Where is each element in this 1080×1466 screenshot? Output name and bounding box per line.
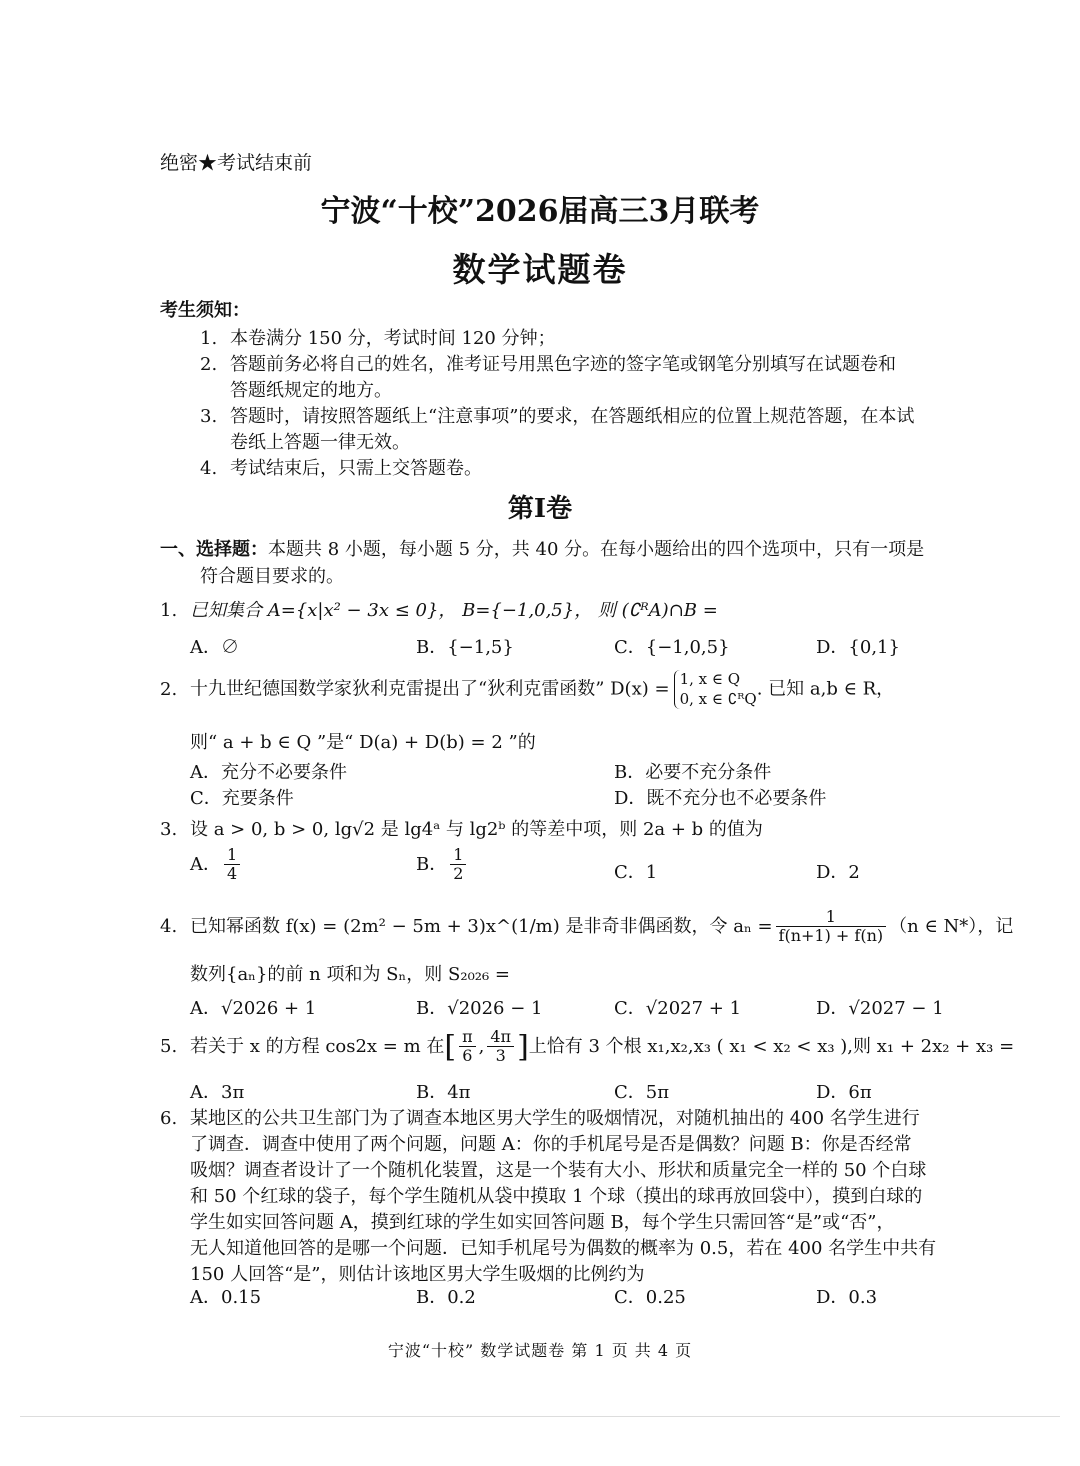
notice-heading: 考生须知： — [160, 300, 250, 321]
option-b: B． $\frac{1}{2}$ — [416, 846, 469, 884]
question-3: 3. 设 a > 0, b > 0, lg√2 是 lg4ᵃ 与 lg2ᵇ 的等差中项，则 2a + b 的值为 — [160, 819, 763, 840]
notice-item-cont: 答题纸规定的地方。 — [230, 380, 392, 401]
option-a: A．充分不必要条件 — [190, 762, 347, 783]
option-c: C．充要条件 — [190, 788, 294, 809]
option-d: D．√2027 − 1 — [816, 998, 944, 1019]
question-6-line: 吸烟？调查者设计了一个随机化装置，这是一个装有大小、形状和质量完全一样的 50 个白球 — [190, 1160, 927, 1181]
option-d: D．0.3 — [816, 1287, 878, 1308]
option-c: C．{−1,0,5} — [614, 637, 730, 658]
notice-item: 1. 本卷满分 150 分，考试时间 120 分钟； — [200, 328, 556, 349]
option-a: A．∅ — [190, 637, 239, 658]
option-a: A．3π — [190, 1082, 245, 1103]
option-c: C．0.25 — [614, 1287, 686, 1308]
option-c: C．5π — [614, 1082, 670, 1103]
option-d: D．2 — [816, 862, 860, 883]
question-4-cont: 数列{aₙ}的前 n 项和为 Sₙ，则 S₂₀₂₆ = — [190, 964, 511, 985]
option-b: B．4π — [416, 1082, 471, 1103]
option-b: B．{−1,5} — [416, 637, 514, 658]
notice-item: 3. 答题时，请按照答题纸上“注意事项”的要求，在答题纸相应的位置上规范答题，在本试 — [200, 406, 915, 427]
exam-subtitle: 数学试题卷 — [452, 250, 628, 289]
page-footer: 宁波“十校” 数学试题卷 第 1 页 共 4 页 — [387, 1341, 693, 1360]
piecewise-brace: 1, x ∈ Q 0, x ∈ ∁ᴿQ — [674, 670, 757, 709]
divider — [20, 1416, 1060, 1417]
question-5: 5. 若关于 x 的方程 cos2x = m 在[ $\frac{\pi}{6}$ , $\frac{4\pi}{3}$ ]上恰有 3 个根 x₁,x₂,x₃ ( x₁ < x₂ < x₃ ),则 x₁ + 2x₂ + x₃ = — [160, 1027, 1015, 1066]
question-2: 2. 十九世纪德国数学家狄利克雷提出了“狄利克雷函数” D(x) = 1, x ∈ Q 0, x ∈ ∁ᴿQ . 已知 a,b ∈ R， — [160, 670, 895, 708]
question-6-line: 学生如实回答问题 A，摸到红球的学生如实回答问题 B，每个学生只需回答“是”或“否”， — [190, 1212, 895, 1233]
question-6-line: 无人知道他回答的是哪一个问题．已知手机尾号为偶数的概率为 0.5，若在 400 名学生中共有 — [190, 1238, 937, 1259]
confidential-label: 绝密★考试结束前 — [160, 152, 313, 174]
option-b: B．√2026 − 1 — [416, 998, 543, 1019]
option-b: B．必要不充分条件 — [614, 762, 772, 783]
option-d: D．6π — [816, 1082, 872, 1103]
question-6-line: 和 50 个红球的袋子，每个学生随机从袋中摸取 1 个球（摸出的球再放回袋中），摸到白球的 — [190, 1186, 923, 1207]
notice-item-cont: 卷纸上答题一律无效。 — [230, 432, 410, 453]
section-heading: 一、选择题：本题共 8 小题，每小题 5 分，共 40 分。在每小题给出的四个选项中，只有一项是 — [160, 539, 925, 560]
question-1: 1. 已知集合 A={x|x² − 3x ≤ 0}， B={−1,0,5}， 则 (∁ᴿA)∩B = — [160, 600, 718, 621]
option-a: A．√2026 + 1 — [190, 998, 317, 1019]
option-d: D．既不充分也不必要条件 — [614, 788, 827, 809]
option-c: C．1 — [614, 862, 658, 883]
question-6: 6. 某地区的公共卫生部门为了调查本地区男大学生的吸烟情况，对随机抽出的 400 名学生进行 — [160, 1108, 920, 1129]
volume-heading: 第Ⅰ卷 — [507, 494, 573, 524]
option-b: B．0.2 — [416, 1287, 476, 1308]
question-4: 4. 已知幂函数 f(x) = (2m² − 5m + 3)x^(1/m) 是非奇非偶函数，令 aₙ = $\frac{1}{f(n+1) + f(n)}$ （n ∈ N*），记 — [160, 907, 1014, 946]
option-a: A．0.15 — [190, 1287, 262, 1308]
section-heading-cont: 符合题目要求的。 — [200, 566, 344, 587]
notice-item: 2. 答题前务必将自己的姓名，准考证号用黑色字迹的签字笔或钢笔分别填写在试题卷和 — [200, 354, 896, 375]
question-2-cont: 则“ a + b ∈ Q ”是“ D(a) + D(b) = 2 ”的 — [190, 732, 536, 753]
option-c: C．√2027 + 1 — [614, 998, 742, 1019]
question-6-line: 150 人回答“是”，则估计该地区男大学生吸烟的比例约为 — [190, 1264, 645, 1285]
notice-item: 4. 考试结束后，只需上交答题卷。 — [200, 458, 482, 479]
option-a: A． $\frac{1}{4}$ — [190, 846, 243, 884]
option-d: D．{0,1} — [816, 637, 900, 658]
question-6-line: 了调查．调查中使用了两个问题，问题 A：你的手机尾号是否是偶数？问题 B：你是否经常 — [190, 1134, 912, 1155]
exam-title: 宁波“十校”2026届高三3月联考 — [320, 194, 760, 229]
